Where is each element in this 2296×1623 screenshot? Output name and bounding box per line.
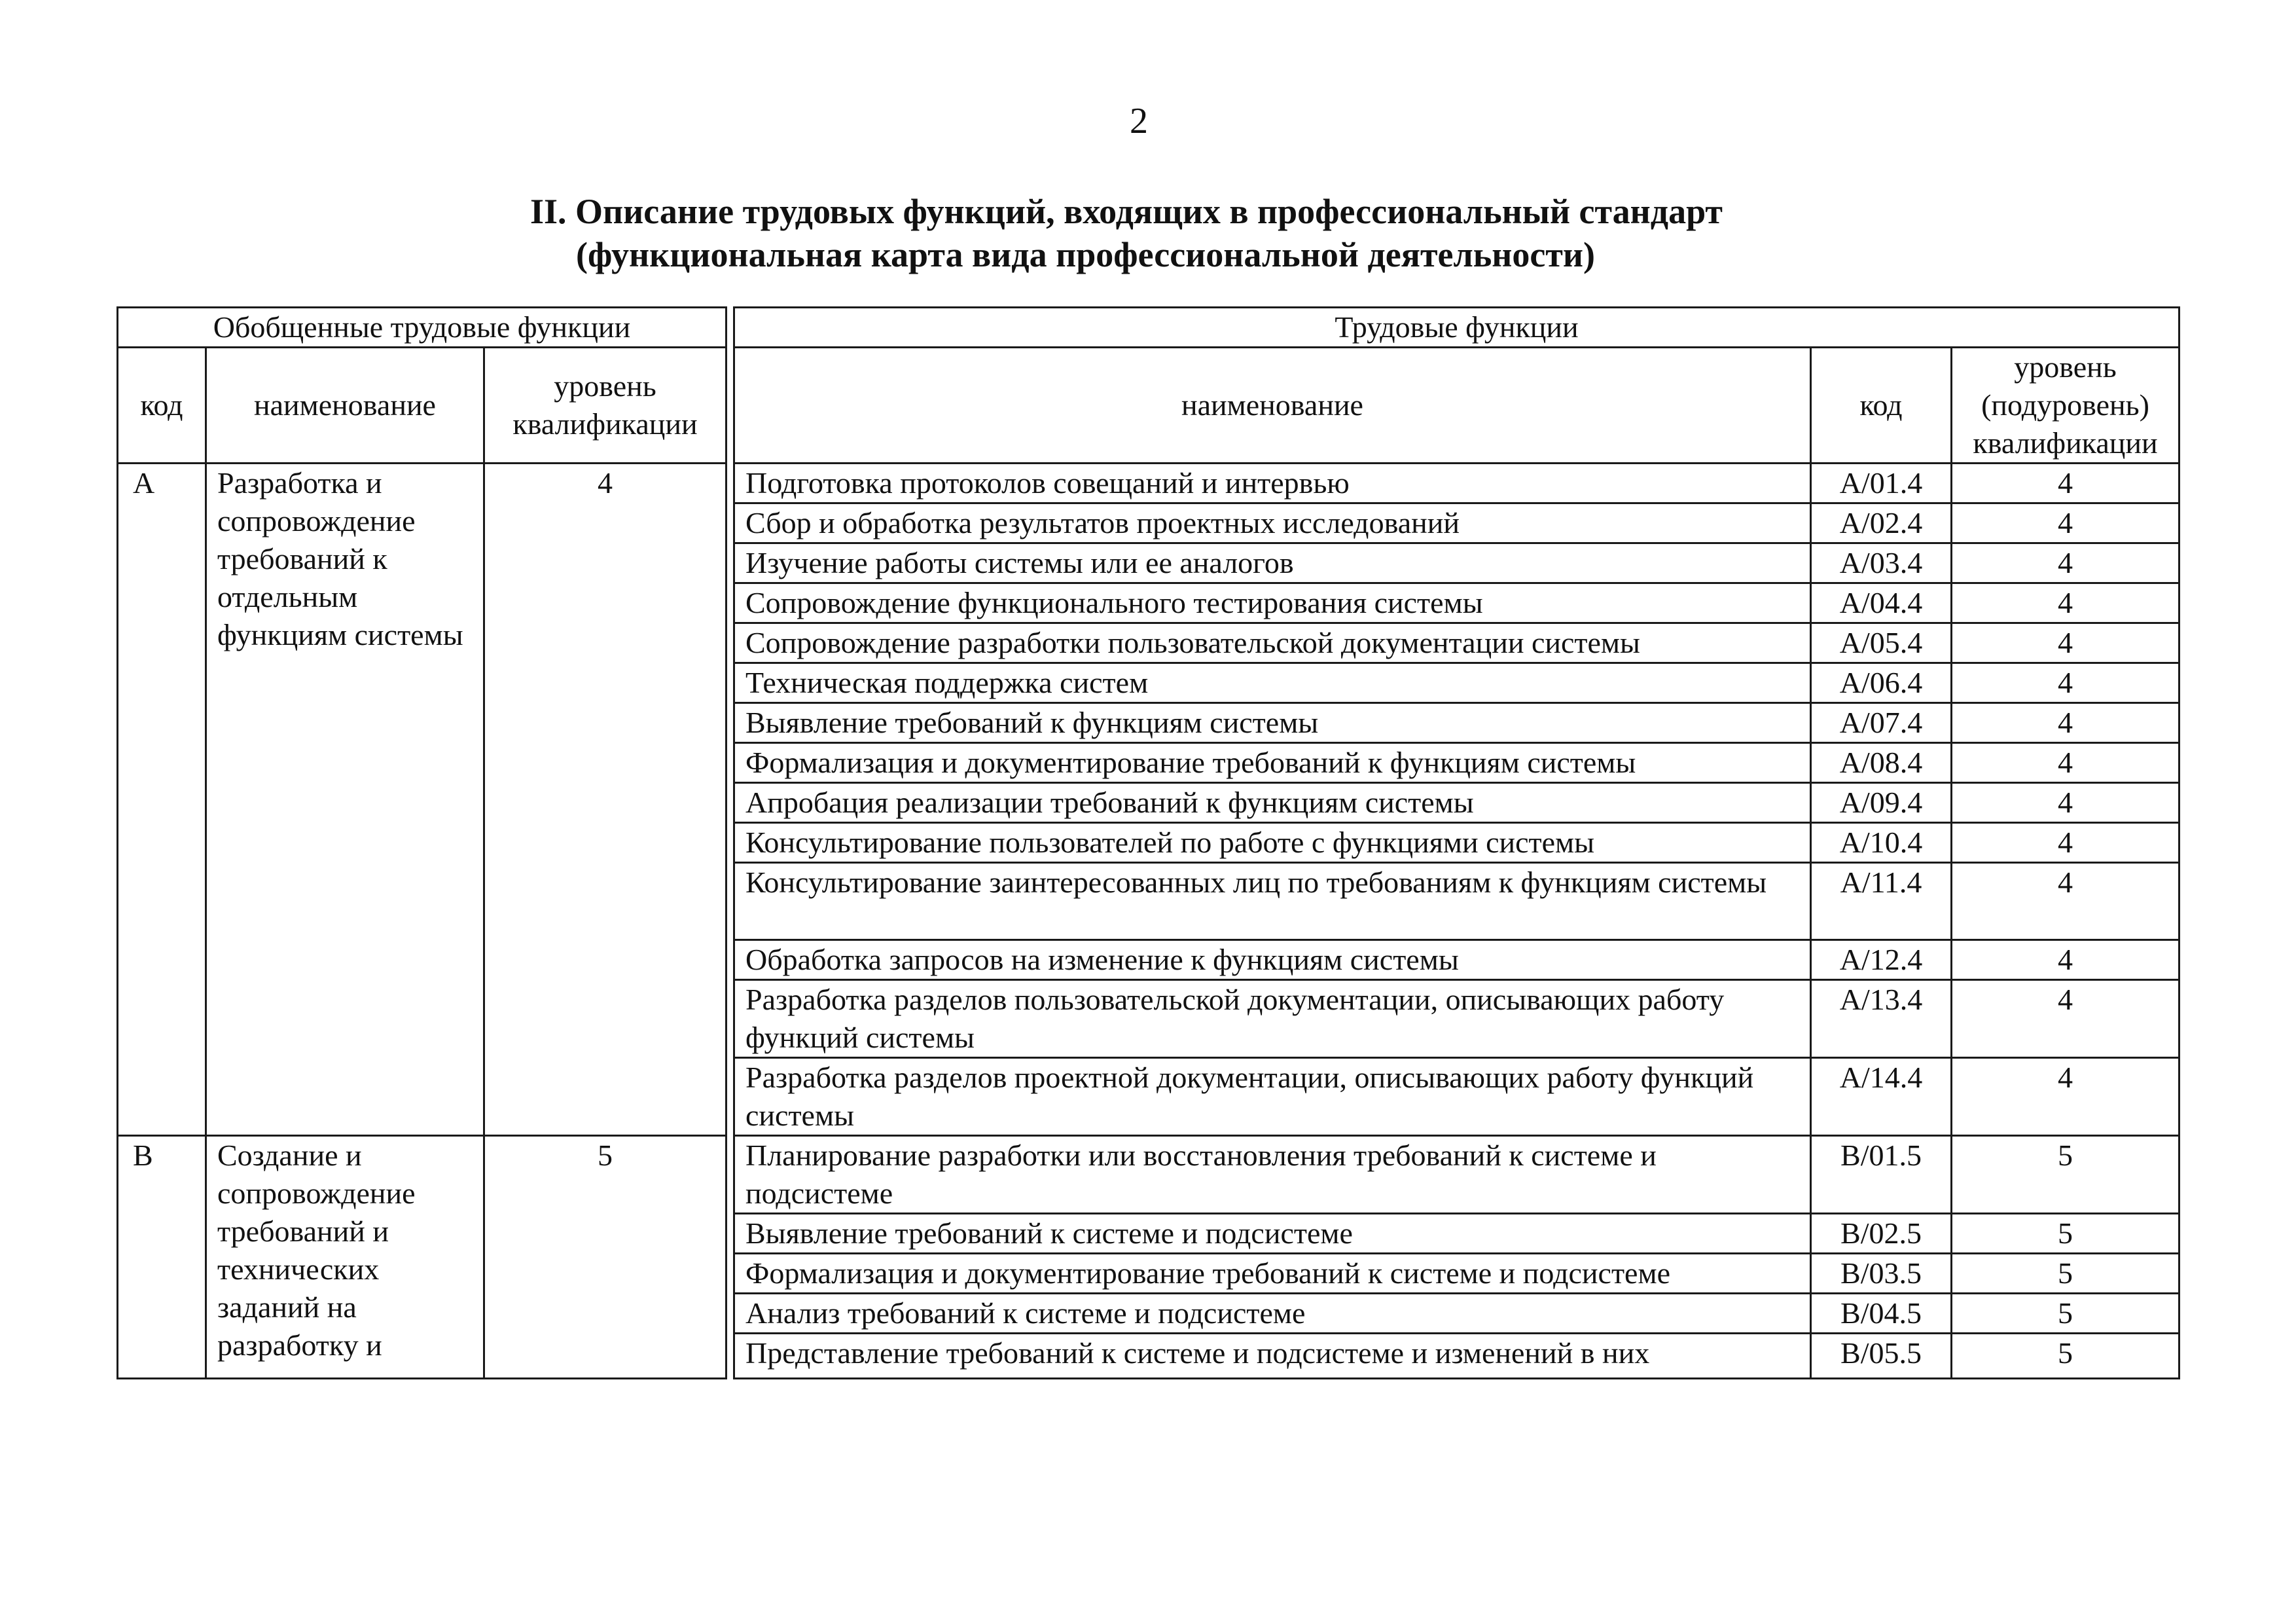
table-row	[118, 1136, 2179, 1214]
tf-code: A/12.4	[1811, 940, 1952, 980]
tf-level: 4	[1952, 464, 2179, 503]
tf-code: A/01.4	[1811, 464, 1952, 503]
tf-name: Обработка запросов на изменение к функциям системы	[734, 940, 1811, 980]
tf-name: Разработка разделов пользовательской документации, описывающих работу функций системы	[734, 980, 1811, 1058]
tf-code: A/08.4	[1811, 743, 1952, 783]
tf-name: Планирование разработки или восстановления требований к системе и подсистеме	[734, 1136, 1811, 1214]
tf-name: Выявление требований к системе и подсистеме	[734, 1214, 1811, 1254]
page-number: 2	[1130, 101, 1148, 141]
tf-code: B/05.5	[1811, 1334, 1952, 1379]
tf-code: A/06.4	[1811, 663, 1952, 703]
tf-name: Апробация реализации требований к функциям системы	[734, 783, 1811, 823]
tf-name: Выявление требований к функциям системы	[734, 703, 1811, 743]
tf-code: B/02.5	[1811, 1214, 1952, 1254]
tf-level-header: уровень (подуровень) квалификации	[1952, 348, 2179, 464]
tf-name: Подготовка протоколов совещаний и интервью	[734, 464, 1811, 503]
tf-code: A/13.4	[1811, 980, 1952, 1058]
tf-level: 5	[1952, 1334, 2179, 1379]
tf-code-header: код	[1811, 348, 1952, 464]
table-row	[118, 464, 2179, 503]
generalized-functions-header: Обобщенные трудовые функции	[118, 308, 726, 348]
tf-code: A/02.4	[1811, 503, 1952, 543]
gf-name: Создание и сопровождение требований и технических заданий на разработку и	[206, 1136, 484, 1379]
tf-name: Консультирование пользователей по работе с функциями системы	[734, 823, 1811, 863]
tf-code: A/14.4	[1811, 1058, 1952, 1136]
section-subtitle: (функциональная карта вида профессиональной деятельности)	[576, 235, 1596, 274]
gf-name-header: наименование	[206, 348, 484, 464]
tf-name-header: наименование	[734, 348, 1811, 464]
tf-name: Сбор и обработка результатов проектных исследований	[734, 503, 1811, 543]
labor-functions-header: Трудовые функции	[734, 308, 2179, 348]
tf-level: 4	[1952, 940, 2179, 980]
tf-code: B/03.5	[1811, 1254, 1952, 1294]
gf-level: 4	[484, 464, 726, 1136]
column-gap	[726, 308, 734, 348]
tf-code: A/09.4	[1811, 783, 1952, 823]
gf-code: A	[118, 464, 206, 1136]
tf-name: Техническая поддержка систем	[734, 663, 1811, 703]
gf-code-header: код	[118, 348, 206, 464]
tf-level: 4	[1952, 543, 2179, 583]
tf-name: Консультирование заинтересованных лиц по требованиям к функциям системы	[734, 863, 1811, 940]
tf-code: A/04.4	[1811, 583, 1952, 623]
tf-code: B/01.5	[1811, 1136, 1952, 1214]
tf-level: 4	[1952, 980, 2179, 1058]
tf-level: 5	[1952, 1136, 2179, 1214]
tf-level: 4	[1952, 743, 2179, 783]
tf-level: 4	[1952, 783, 2179, 823]
section-title: II. Описание трудовых функций, входящих в профессиональный стандарт	[530, 192, 1723, 231]
tf-level: 4	[1952, 703, 2179, 743]
tf-name: Сопровождение функционального тестирования системы	[734, 583, 1811, 623]
tf-code: A/03.4	[1811, 543, 1952, 583]
tf-code: A/07.4	[1811, 703, 1952, 743]
tf-level: 4	[1952, 583, 2179, 623]
tf-name: Изучение работы системы или ее аналогов	[734, 543, 1811, 583]
functional-map-table	[117, 306, 2180, 1379]
tf-name: Формализация и документирование требований к функциям системы	[734, 743, 1811, 783]
tf-code: A/10.4	[1811, 823, 1952, 863]
tf-name: Сопровождение разработки пользовательской документации системы	[734, 623, 1811, 663]
tf-name: Представление требований к системе и подсистеме и изменений в них	[734, 1334, 1811, 1379]
tf-code: A/05.4	[1811, 623, 1952, 663]
tf-level: 4	[1952, 663, 2179, 703]
column-gap	[726, 464, 734, 1136]
tf-code: A/11.4	[1811, 863, 1952, 940]
gf-code: B	[118, 1136, 206, 1379]
column-gap	[726, 348, 734, 464]
gf-name: Разработка и сопровождение требований к отдельным функциям системы	[206, 464, 484, 1136]
tf-level: 4	[1952, 503, 2179, 543]
tf-name: Анализ требований к системе и подсистеме	[734, 1294, 1811, 1334]
gf-level-header: уровень квалификации	[484, 348, 726, 464]
tf-level: 4	[1952, 823, 2179, 863]
column-gap	[726, 1136, 734, 1379]
tf-name: Формализация и документирование требований к системе и подсистеме	[734, 1254, 1811, 1294]
tf-level: 5	[1952, 1294, 2179, 1334]
tf-code: B/04.5	[1811, 1294, 1952, 1334]
tf-name: Разработка разделов проектной документации, описывающих работу функций системы	[734, 1058, 1811, 1136]
tf-level: 5	[1952, 1254, 2179, 1294]
tf-level: 4	[1952, 623, 2179, 663]
gf-level: 5	[484, 1136, 726, 1379]
tf-level: 5	[1952, 1214, 2179, 1254]
tf-level: 4	[1952, 863, 2179, 940]
tf-level: 4	[1952, 1058, 2179, 1136]
